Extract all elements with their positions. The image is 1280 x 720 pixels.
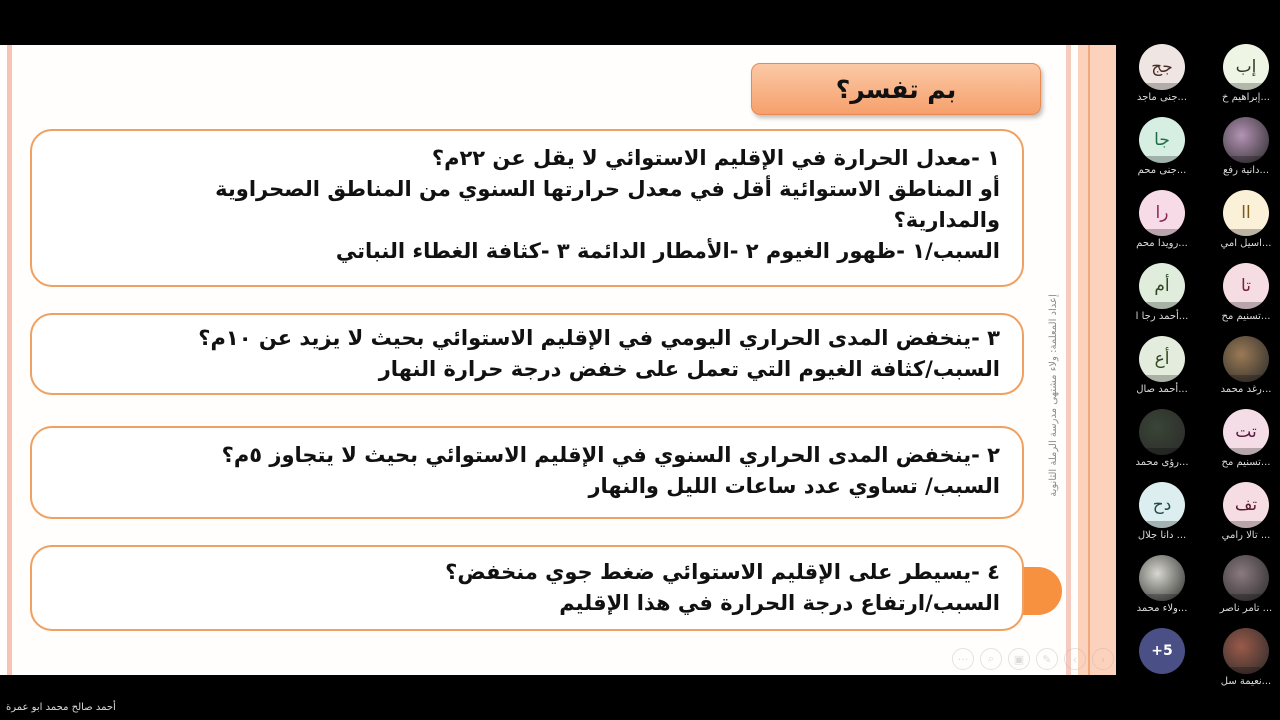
avatar-initials: أم: [1139, 263, 1185, 309]
vertical-credit-text: إعداد المعلمة: ولاء مشتهى مدرسة الرملة الثانوية: [1047, 293, 1059, 497]
participant-name: ...جنى محم: [1137, 165, 1187, 176]
participant-tile[interactable]: [1126, 482, 1198, 552]
avatar-initials: أع: [1139, 336, 1185, 382]
participants-panel: [1116, 0, 1280, 720]
card-line: والمدارية؟: [893, 208, 1000, 232]
avatar-initials: جج: [1139, 44, 1185, 90]
participant-name: ... دانا جلال: [1137, 530, 1187, 541]
participant-tile[interactable]: [1126, 263, 1198, 333]
avatar-photo: [1223, 628, 1269, 674]
zoom-icon[interactable]: ⌕: [980, 648, 1002, 670]
slide-toolbar: [952, 648, 1114, 672]
participant-tile[interactable]: [1210, 336, 1280, 406]
participant-tile[interactable]: [1126, 409, 1198, 479]
avatar-initials: را: [1139, 190, 1185, 236]
participant-tile[interactable]: [1126, 117, 1198, 187]
participant-tile[interactable]: [1210, 628, 1280, 698]
avatar-photo: [1223, 555, 1269, 601]
participant-tile[interactable]: [1210, 117, 1280, 187]
avatar-initials: جا: [1139, 117, 1185, 163]
avatar-initials: إب: [1223, 44, 1269, 90]
avatar-initials: تا: [1223, 263, 1269, 309]
participant-name: ...أحمد رجا ا: [1135, 311, 1189, 322]
participant-name: ...جنى ماجد: [1136, 92, 1188, 103]
participant-name: ...دانية رفع: [1222, 165, 1270, 176]
participant-name: ...أحمد صال: [1136, 384, 1188, 395]
prev-icon[interactable]: ‹: [1064, 648, 1086, 670]
card-line: السبب/كثافة الغيوم التي تعمل على خفض درجة حرارة النهار: [378, 357, 1000, 381]
avatar-initials: دح: [1139, 482, 1185, 528]
slide-title: بم تفسر؟: [835, 74, 957, 104]
participant-name: ...تسنيم مح: [1221, 457, 1271, 468]
participant-name: ...رغد محمد: [1220, 384, 1272, 395]
right-border-stripes: [1066, 45, 1116, 675]
avatar-photo: [1223, 336, 1269, 382]
avatar-photo: [1223, 117, 1269, 163]
participant-tile[interactable]: [1210, 555, 1280, 625]
participant-tile[interactable]: [1210, 263, 1280, 333]
participant-name: ...ولاء محمد: [1136, 603, 1188, 614]
left-border-stripe: [7, 45, 12, 675]
presenter-name: أحمد صالح محمد ابو عمرة: [6, 702, 116, 713]
question-card-3: [30, 426, 1024, 519]
slide-title-box: [751, 63, 1041, 115]
participant-name: ...إبراهيم خ: [1222, 92, 1270, 103]
question-card-2: [30, 313, 1024, 395]
card-line: السبب/ تساوي عدد ساعات الليل والنهار: [588, 474, 1000, 498]
slides-icon[interactable]: ▣: [1008, 648, 1030, 670]
question-card-4: [30, 545, 1024, 631]
participant-tile[interactable]: [1210, 482, 1280, 552]
participant-tile[interactable]: [1126, 555, 1198, 625]
card-line: ٤ -يسيطر على الإقليم الاستوائي ضغط جوي منخفض؟: [445, 560, 1000, 584]
card-line: ٣ -ينخفض المدى الحراري اليومي في الإقليم الاستوائي بحيث لا يزيد عن ١٠م؟: [198, 326, 1000, 350]
avatar-photo: [1139, 409, 1185, 455]
menu-icon[interactable]: ···: [952, 648, 974, 670]
participant-tile[interactable]: [1126, 44, 1198, 114]
next-icon[interactable]: ›: [1092, 648, 1114, 670]
participant-name: ... تالا رامي: [1221, 530, 1271, 541]
more-participants-button[interactable]: [1126, 628, 1198, 698]
more-participants-badge: +5: [1139, 628, 1185, 674]
card-line: ٢ -ينخفض المدى الحراري السنوي في الإقليم الاستوائي بحيث لا يتجاوز ٥م؟: [221, 443, 1000, 467]
participant-tile[interactable]: [1210, 409, 1280, 479]
presentation-slide: [0, 45, 1116, 675]
pen-icon[interactable]: ✎: [1036, 648, 1058, 670]
participant-name: ...تسنيم مح: [1221, 311, 1271, 322]
card-line: أو المناطق الاستوائية أقل في معدل حرارتها السنوي من المناطق الصحراوية: [215, 177, 1000, 201]
avatar-initials: تت: [1223, 409, 1269, 455]
participant-tile[interactable]: [1126, 190, 1198, 260]
card-line: ١ -معدل الحرارة في الإقليم الاستوائي لا يقل عن ٢٢م؟: [431, 146, 1000, 170]
participant-tile[interactable]: [1126, 336, 1198, 406]
avatar-initials: اا: [1223, 190, 1269, 236]
avatar-photo: [1139, 555, 1185, 601]
participant-tile[interactable]: [1210, 44, 1280, 114]
avatar-initials: تف: [1223, 482, 1269, 528]
question-card-1: [30, 129, 1024, 287]
card-line: السبب/ارتفاع درجة الحرارة في هذا الإقليم: [559, 591, 1000, 615]
participant-name: ... تامر ناصر: [1219, 603, 1273, 614]
participant-name: ...نعيمة سل: [1220, 676, 1272, 687]
participant-tile[interactable]: [1210, 190, 1280, 260]
participant-name: ...اسيل امي: [1220, 238, 1272, 249]
card-line: السبب/١ -ظهور الغيوم ٢ -الأمطار الدائمة ٣ -كثافة الغطاء النباتي: [335, 239, 1000, 263]
participant-name: ...رؤى محمد: [1135, 457, 1189, 468]
participant-name: ...رويدا محم: [1136, 238, 1188, 249]
